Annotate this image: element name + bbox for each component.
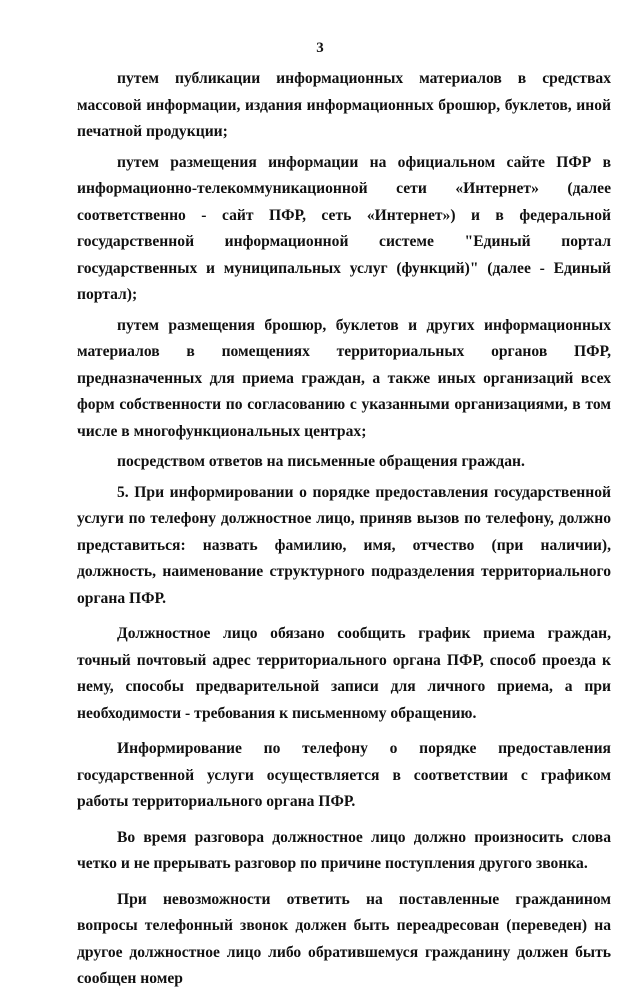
paragraph-phone-informing: 5. При информировании о порядке предоставления государственной услуги по телефону должностное лицо, приняв вызов по телефону, должно представиться: назвать фамилию, имя, отчество (при наличии), должность, наименование структурного подразделения территориального органа ПФР. <box>77 483 611 607</box>
paragraph-conversation: Во время разговора должностное лицо должно произносить слова четко и не прерывать разговор по причине поступления другого звонка. <box>77 828 611 872</box>
paragraph-phone-schedule: Информирование по телефону о порядке предоставления государственной услуги осуществляется в соответствии с графиком работы территориального органа ПФР. <box>77 740 611 810</box>
paragraph-redirect: При невозможности ответить на поставленные гражданином вопросы телефонный звонок должен быть переадресован (переведен) на другое должностное лицо либо обратившемуся гражданину должен быть сообщен номер <box>77 890 611 987</box>
paragraph-written-requests: посредством ответов на письменные обращения граждан. <box>117 453 525 470</box>
paragraph-publication: путем публикации информационных материалов в средствах массовой информации, издания информационных брошюр, буклетов, иной печатной продукции; <box>77 70 611 140</box>
document-body <box>77 66 611 993</box>
paragraph-official-duty: Должностное лицо обязано сообщить график приема граждан, точный почтовый адрес территориального органа ПФР, способ проезда к нему, способы предварительной записи для личного приема, а при необходимости - требования к письменному обращению. <box>77 625 611 722</box>
page-number: 3 <box>316 40 324 56</box>
paragraph-brochures: путем размещения брошюр, буклетов и других информационных материалов в помещениях территориальных органов ПФР, предназначенных для приема граждан, а также иных организаций всех форм собственности по согласованию с указанными организациями, в том числе в многофункциональных центрах; <box>77 316 611 440</box>
paragraph-website: путем размещения информации на официальном сайте ПФР в информационно-телекоммуникационной сети «Интернет» (далее соответственно - сайт ПФР, сеть «Интернет») и в федеральной государственной информационной системе "Единый портал государственных и муниципальных услуг (функций)" (далее - Единый портал); <box>77 153 611 303</box>
